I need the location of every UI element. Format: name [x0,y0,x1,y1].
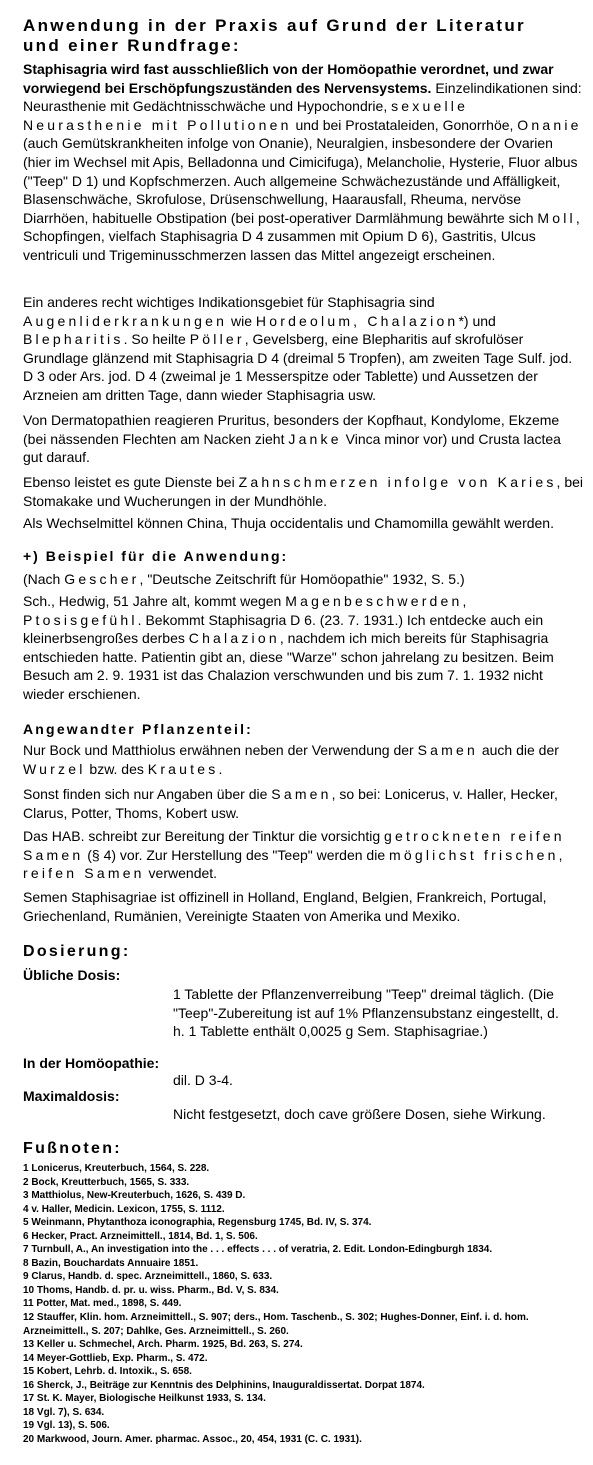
spaced-emphasis: Magenbeschwerden, Ptosisgefühl [23,593,470,628]
lead-bold-text: Staphisagria wird fast ausschließlich von der Homöopathie verordnet, und zwar vorwiegend bei Erschöpfungszuständen des Nervensystems. [23,61,554,96]
spaced-emphasis: möglichst frischen, reifen Samen [23,846,566,882]
spaced-emphasis: Janke [288,430,342,447]
paragraph-eyelid-diseases: Ein anderes recht wichtiges Indikationsgebiet für Staphisagria sind Augenliderkrankungen wie Hordeolum, Chalazion*) und Blepharitis. So heilte Pöller, Gevelsberg, eine Blepharitis auf skrofulöser Grundlage glänzend mit Staphisagria D 4 (dreimal 5 Tropfen), am zweiten Tage Sulf. jod. D 3 oder Ars. jod. D 4 (zweimal je 1 Messerspitze oder Tablette) und Aussetzen der Arzneien am dritten Tage, dann wieder Staphisagria usw. [23,294,573,403]
footnote-item: 1 Lonicerus, Kreuterbuch, 1564, S. 228. [23,1163,210,1174]
plant-part-paragraph-4: Semen Staphisagriae ist offizinell in Holland, England, Belgien, Frankreich, Portugal, Griechenland, Rumänien, Vereinigte Staaten von Amerika und Mexiko. [23,889,547,924]
paragraph-indications: Staphisagria wird fast ausschließlich von der Homöopathie verordnet, und zwar vorwiegend bei Erschöpfungszuständen des Nervensystems. Einzelindikationen sind: Neurasthenie mit Gedächtnisschwäche und Hypochondrie, sexuelle Neurasthenie mit Pollutionen und bei Prostataleiden, Gonorrhöe, Onanie (auch Gemütskrankheiten infolge von Onanie), Neuralgien, insbesondere der Ovarien (hier im Wechsel mit Apis, Belladonna und Cimicifuga), Melancholie, Hysterie, Fluor albus ("Teep" D 1) und Kopfschmerzen. Auch allgemeine Schwächezustände und Affälligkeit, Blasenschwäche, Skrofulose, Drüsenschwellung, Haarausfall, Rheuma, nervöse Diarrhöen, habituelle Obstipation (bei post-operativer Darmlähmung bewährte sich Moll, Schopfingen, vielfach Staphisagria D 4 zusammen mit Opium D 6), Gastritis, Ulcus ventriculi und Trigeminusschmerzen lassen das Mittel angezeigt erscheinen. [23,61,582,263]
footnote-item: 7 Turnbull, A., An investigation into the . . . effects . . . of veratria, 2. Edit. London-Edingburgh 1834. [23,1244,493,1256]
footnote-item: 2 Bock, Kreutterbuch, 1565, S. 333. [23,1176,190,1188]
spaced-emphasis: Krautes [147,760,219,777]
spaced-emphasis: sexuelle Neurasthenie mit Pollutionen [23,98,469,133]
footnote-item: 15 Kobert, Lehrb. d. Intoxik., S. 658. [23,1366,192,1378]
section-title-line-1: Anwendung in der Praxis auf Grund der Literatur [23,16,526,35]
usual-dose-text: 1 Tablette der Pflanzenverreibung "Teep" dreimal täglich. (Die "Teep"-Zubereitung ist auf 1% Pflanzensubstanz eingestellt, d. h. 1 Tablette enthält 0,0025 g Sem. Staphisagriae.) [173,986,559,1040]
footnote-item: 18 Vgl. 7), S. 634. [23,1406,105,1418]
footnote-item: 8 Bazin, Bouchardats Annuaire 1851. [23,1257,199,1269]
spaced-emphasis: Chalazion [188,630,280,647]
footnote-item: 14 Meyer-Gottlieb, Exp. Pharm., S. 472. [23,1352,208,1364]
footnote-item: 19 Vgl. 13), S. 506. [23,1420,110,1432]
spaced-emphasis: Onanie [517,116,582,133]
paragraph-toothache: Ebenso leistet es gute Dienste bei Zahnschmerzen infolge von Karies, bei Stomakake und Wucherungen in der Mundhöhle. [23,474,584,509]
plant-part-paragraph-3: Das HAB. schreibt zur Bereitung der Tinktur die vorsichtig getrockneten reifen Samen (§ 4) vor. Zur Herstellung des "Teep" werden die möglichst frischen, reifen Samen verwendet. [23,828,566,882]
footnote-item: 16 Sherck, J., Beiträge zur Kenntnis des Delphinins, Inauguraldissertat. Dorpat 1874. [23,1379,425,1391]
footnote-item: 4 v. Haller, Medicin. Lexicon, 1755, S. 1112. [23,1203,225,1215]
example-reference: (Nach Gescher, "Deutsche Zeitschrift für Homöopathie" 1932, S. 5.) [23,571,465,587]
footnote-item: 11 Potter, Mat. med., 1898, S. 449. [23,1298,182,1310]
spaced-emphasis: Blepharitis [23,331,124,348]
dosage-heading: Dosierung: [23,943,131,960]
spaced-emphasis: getrockneten reifen Samen [23,828,565,863]
footnote-item: 12 Stauffer, Klin. hom. Arzneimittell., S. 907; ders., Hom. Taschenb., S. 302; Hughes-Donner, Einf. i. d. hom. Arzneimittell., S. 207; Dahlke, Ges. Arzneimittell., S. 260. [23,1312,529,1337]
section-title-line-2: und einer Rundfrage: [23,36,241,55]
spaced-emphasis: Pöller [189,331,245,348]
paragraph-dermatopathies: Von Dermatopathien reagieren Pruritus, besonders der Kopfhaut, Kondylome, Ekzeme (bei nässenden Flechten am Nacken zieht Janke Vinca minor vor) und Crusta lactea gut darauf. [23,412,561,466]
spaced-emphasis: Gescher [64,571,140,587]
footnote-item: 17 St. K. Mayer, Biologische Heilkunst 1933, S. 134. [23,1393,266,1405]
spaced-emphasis: Samen [417,742,478,758]
footnote-item: 9 Clarus, Handb. d. spec. Arzneimittell., 1860, S. 633. [23,1271,273,1283]
spaced-emphasis: Wurzel [23,760,86,777]
spaced-emphasis: Samen [271,786,332,802]
plant-part-paragraph-2: Sonst finden sich nur Angaben über die Samen, so bei: Lonicerus, v. Haller, Hecker, Clarus, Potter, Thoms, Kobert usw. [23,786,558,821]
footnote-item: 6 Hecker, Pract. Arzneimittell., 1814, Bd. 1, S. 506. [23,1230,258,1242]
usual-dose-label: Übliche Dosis: [23,967,121,983]
max-dose-label: Maximaldosis: [23,1088,120,1104]
footnotes-list [23,1162,558,1446]
footnote-item: 10 Thoms, Handb. d. pr. u. wiss. Pharm., Bd. V, S. 834. [23,1284,279,1296]
example-case-paragraph: Sch., Hedwig, 51 Jahre alt, kommt wegen Magenbeschwerden, Ptosisgefühl. Bekommt Staphisagria D 6. (23. 7. 1931.) Ich entdecke auch ein kleinerbsengroßes derbes Chalazion, nachdem ich mich bereits für Staphisagria entschieden hatte. Patientin gibt an, diese "Warze" schon jahrelang zu besitzen. Beim Besuch am 2. 9. 1931 ist das Chalazion verschwunden und bis zum 7. 1. 1932 nicht wieder erschienen. [23,593,554,702]
footnote-item: 13 Keller u. Schmechel, Arch. Pharm. 1925, Bd. 263, S. 274. [23,1339,303,1351]
footnote-item: 20 Markwood, Journ. Amer. pharmac. Assoc., 20, 454, 1931 (C. C. 1931). [23,1433,362,1445]
example-heading: +) Beispiel für die Anwendung: [23,548,289,564]
plant-part-paragraph-1: Nur Bock und Matthiolus erwähnen neben der Verwendung der Samen auch die der Wurzel bzw. des Krautes. [23,742,559,777]
footnote-item: 5 Weinmann, Phytanthoza iconographia, Regensburg 1745, Bd. IV, S. 374. [23,1217,372,1229]
spaced-emphasis: Augenliderkrankungen [23,312,228,329]
footnotes-heading: Fußnoten: [23,1140,122,1157]
homeopathy-dose-label: In der Homöopathie: [23,1055,160,1071]
homeopathy-dose-text: dil. D 3-4. [173,1072,233,1088]
spaced-emphasis: Hordeolum, Chalazion [255,312,459,329]
footnote-item: 3 Matthiolus, New-Kreuterbuch, 1626, S. 439 D. [23,1190,246,1202]
paragraph-alternating-remedies: Als Wechselmittel können China, Thuja occidentalis und Chamomilla gewählt werden. [23,515,554,531]
max-dose-text: Nicht festgesetzt, doch cave größere Dosen, siehe Wirkung. [173,1106,546,1122]
spaced-emphasis: Zahnschmerzen infolge von Karies [238,474,557,490]
plant-part-heading: Angewandter Pflanzenteil: [23,721,254,737]
spaced-emphasis: Moll [537,209,576,226]
